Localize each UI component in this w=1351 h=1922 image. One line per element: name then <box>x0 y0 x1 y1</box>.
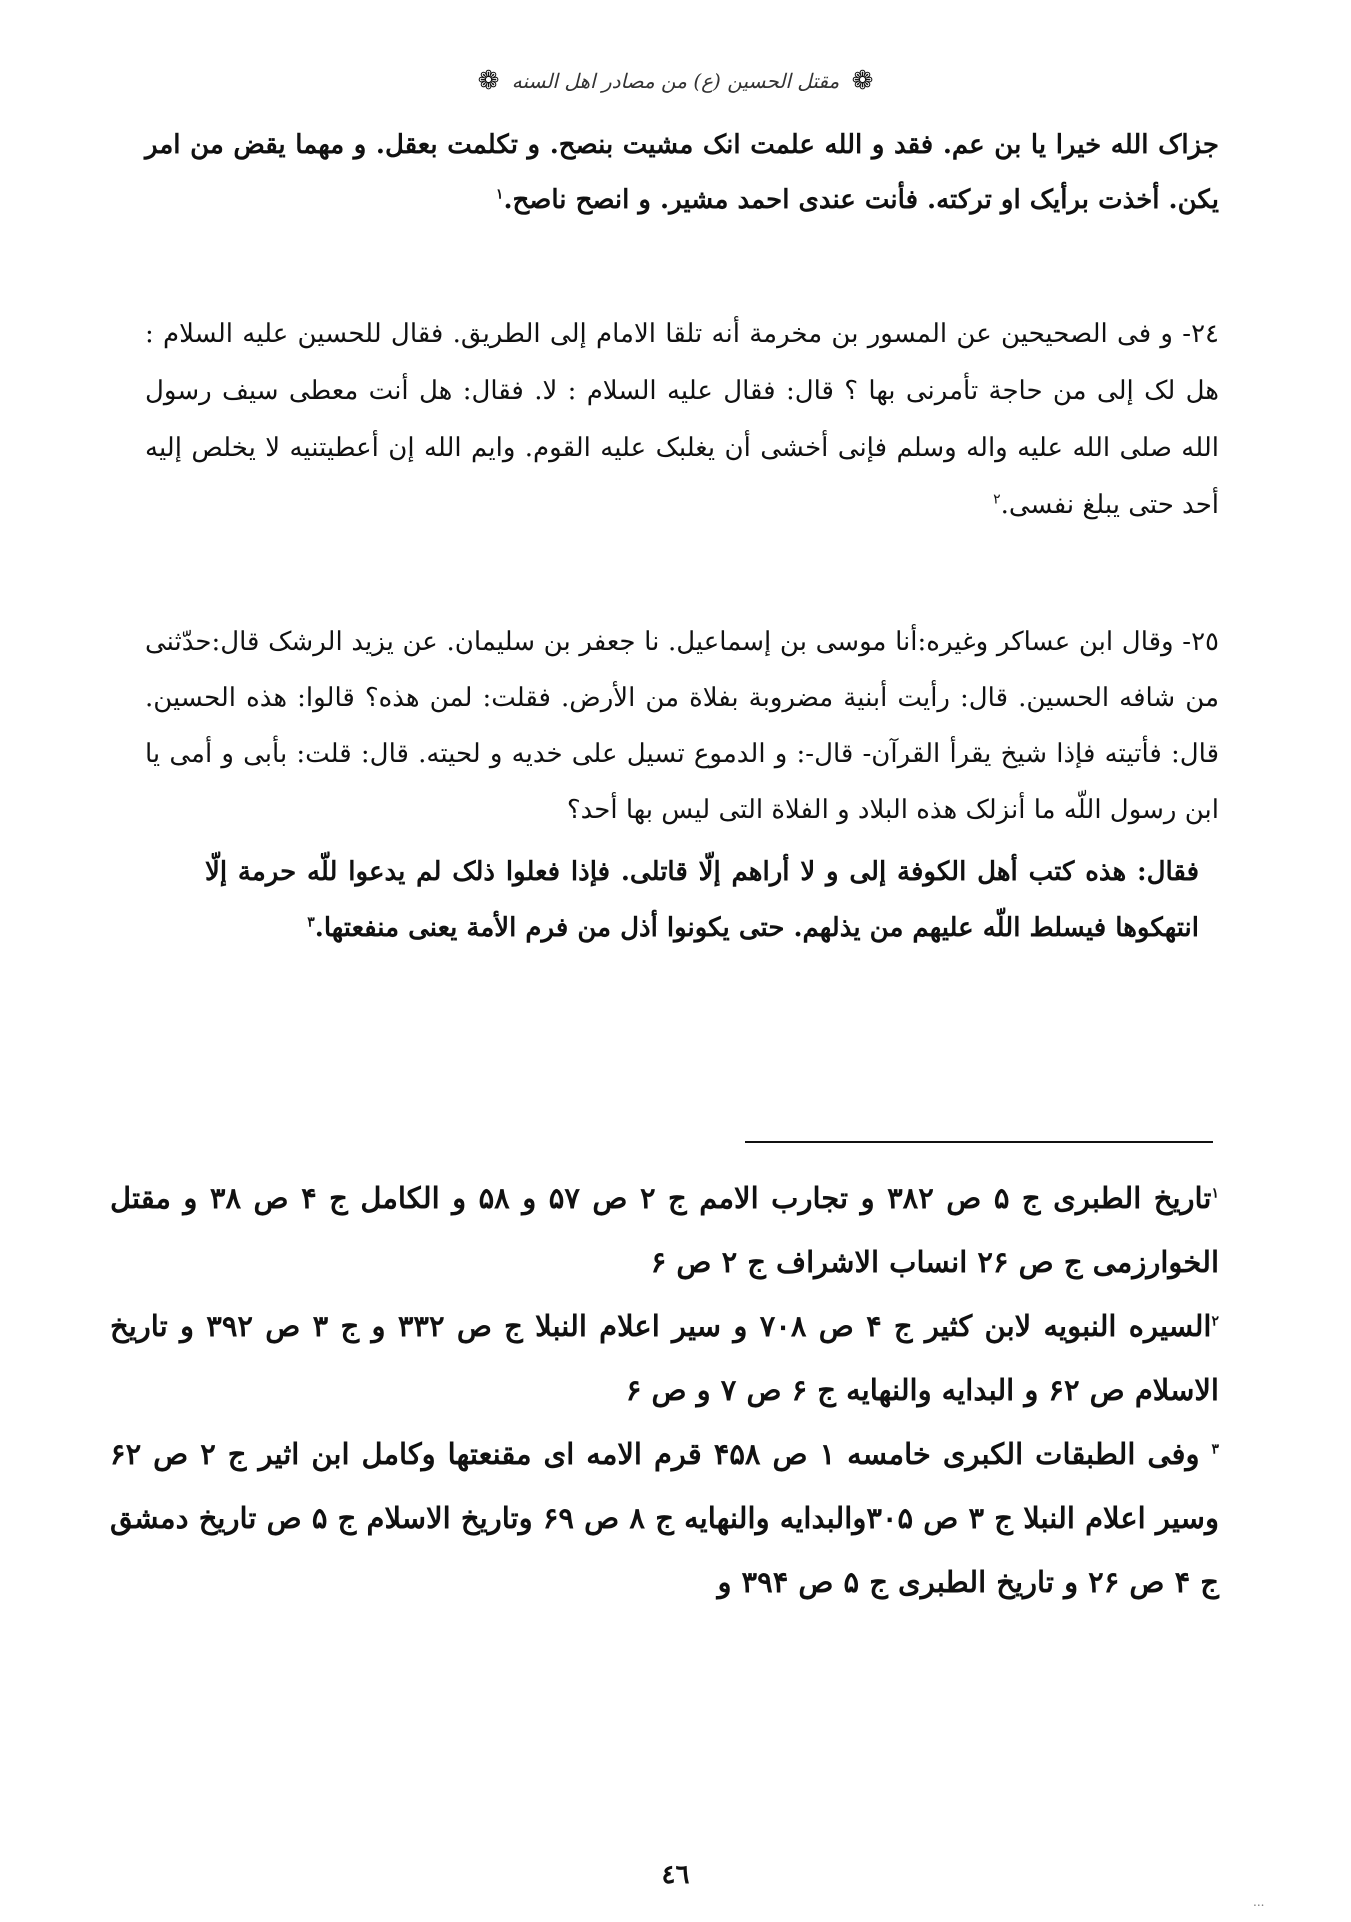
paragraph-25 <box>145 614 1219 956</box>
corner-mark: ... <box>1253 1895 1265 1909</box>
footnote-3 <box>110 1422 1219 1614</box>
page-number: ٤٦ <box>661 1860 690 1890</box>
footnote-3-ref: ٣ <box>1211 1441 1219 1458</box>
quote-block <box>145 844 1219 956</box>
footnote-1 <box>110 1166 1219 1294</box>
ornament-left-icon: ❁ <box>851 66 874 96</box>
paragraph-25-text: ٢٥- وقال ابن عساكر وغيره:أنا موسى بن إسماعيل. نا جعفر بن سليمان. عن يزيد الرشک قال:حدّثنى من شافه الحسين. قال: رأيت أبنية مضروبة بفلاة من الأرض. فقلت: لمن هذه؟ قالوا: هذه الحسين. قال: فأتيته فإذا شيخ يقرأ القرآن- قال-: و الدموع تسيل على خديه و لحيته. قال: قلت: بأبى و أمى يا ابن رسول اللّه ما أنزلک هذه البلاد و الفلاة التى ليس بها أحد؟ <box>145 627 1219 825</box>
footnote-1-ref: ١ <box>1211 1185 1219 1202</box>
footnote-2-ref: ٢ <box>1211 1313 1220 1330</box>
footnotes <box>110 1166 1219 1614</box>
paragraph-1-text: جزاک الله خيرا يا بن عم. فقد و الله علمت انک مشيت بنصح. و تكلمت بعقل. و مهما يقض من امر يكن. أخذت برأيک او تركته. فأنت عندى احمد مشير. و انصح ناصح. <box>145 130 1219 215</box>
footnote-3-text: وفى الطبقات الكبرى خامسه ۱ ص ۴۵۸ قرم الامه اى مقنعتها وكامل ابن اثير ج ۲ ص ۶۲ وسير اعلام النبلا ج ۳ ص ۳۰۵والبدايه والنهايه ج ۸ ص ۶۹ وتاريخ الاسلام ج ۵ ص تاريخ دمشق ج ۴ ص ۲۶ و تاريخ الطبرى ج ۵ ص ۳۹۴ و <box>110 1437 1219 1599</box>
paragraph-24-text: ٢٤- و فى الصحيحين عن المسور بن مخرمة أنه تلقا الامام إلى الطريق. فقال للحسين عليه السلام : هل لک إلى من حاجة تأمرنى بها ؟ قال: فقال عليه السلام : لا. فقال: هل أنت معطى سيف رسول الله صلى الله عليه واله وسلم فإنى أخشى أن يغلبک عليه القوم. وايم الله إن أعطيتنيه لا يخلص إليه أحد حتى يبلغ نفسى. <box>145 319 1219 520</box>
paragraph-1 <box>145 118 1219 228</box>
footnote-2-text: السيره النبويه لابن كثير ج ۴ ص ۷۰۸ و سير اعلام النبلا ج ص ۳۳۲ و ج ۳ ص ۳۹۲ و تاريخ الاسلام ص ۶۲ و البدايه والنهايه ج ۶ ص ۷ و ص ۶ <box>110 1309 1219 1407</box>
note-ref-2: ٢ <box>993 491 1001 508</box>
running-header <box>0 66 1351 96</box>
header-title: مقتل الحسين (ع) من مصادر اهل السنه <box>511 69 840 93</box>
footnote-1-text: تاريخ الطبرى ج ۵ ص ۳۸۲ و تجارب الامم ج ۲ ص ۵۷ و ۵۸ و الكامل ج ۴ ص ۳۸ و مقتل الخوارزمى ج ص ۲۶ انساب الاشراف ج ۲ ص ۶ <box>110 1181 1219 1279</box>
footnote-divider <box>745 1141 1213 1143</box>
footnote-2 <box>110 1294 1219 1422</box>
paragraph-24 <box>145 306 1219 534</box>
note-ref-3: ٣ <box>307 914 315 931</box>
quote-text: فقال: هذه كتب أهل الكوفة إلى و لا أراهم إلّا قاتلى. فإذا فعلوا ذلک لم يدعوا للّه حرمة إلّا انتهكوها فيسلط اللّه عليهم من يذلهم. حتى يكونوا أذل من فرم الأمة يعنى منفعتها. <box>205 857 1199 943</box>
ornament-right-icon: ❁ <box>477 66 500 96</box>
note-ref-1: ١ <box>495 186 504 203</box>
